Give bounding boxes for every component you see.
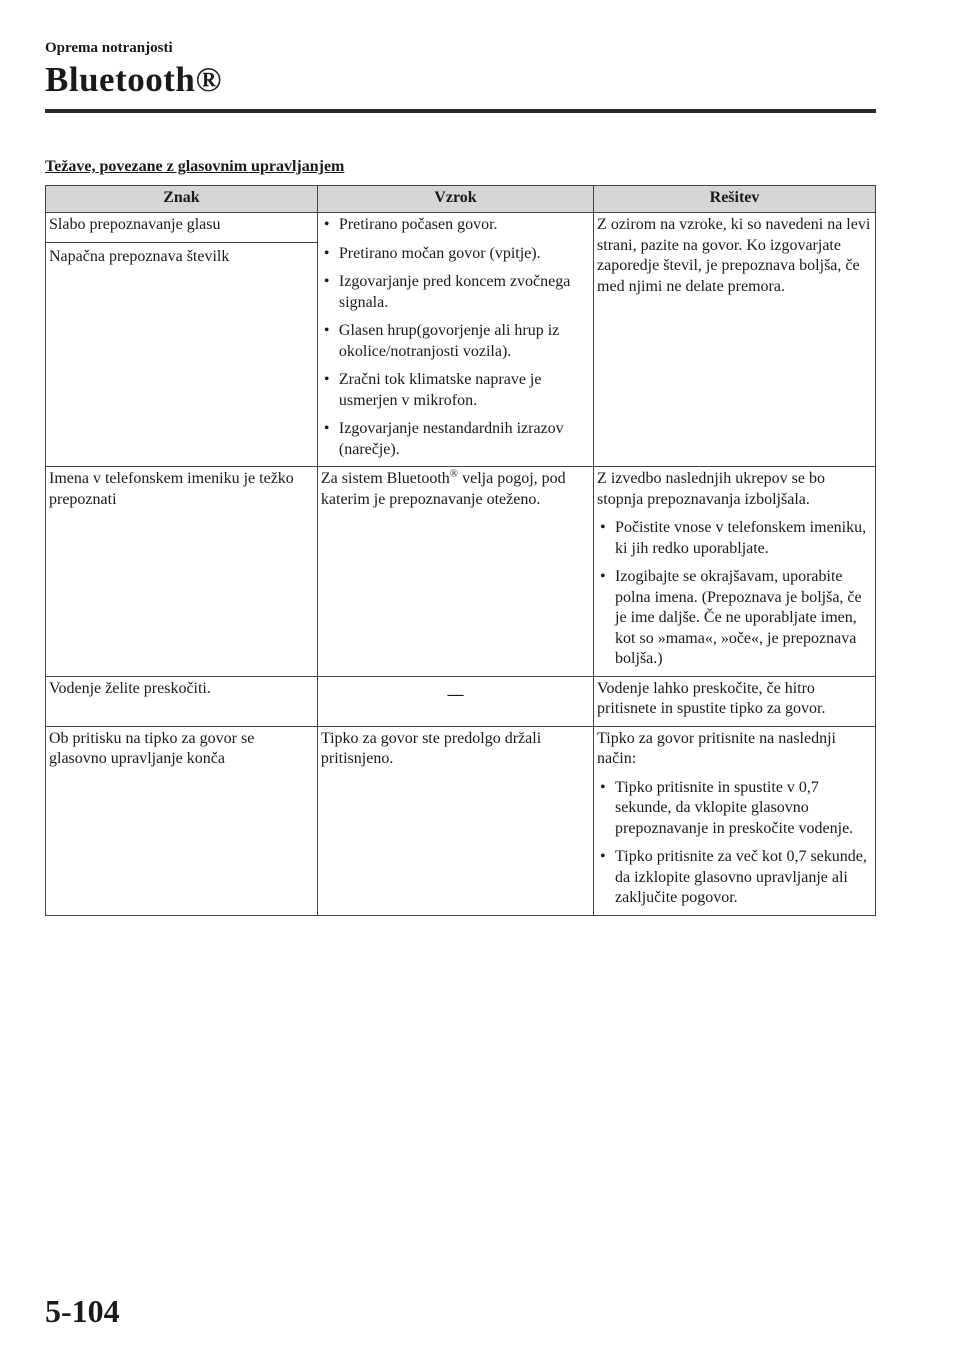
solution-list [597,518,872,670]
list-item: • Izgovarjanje nestandardnih izrazov (narečje). [321,419,590,460]
registered-mark: ® [449,467,459,480]
list-item: • Počistite vnose v telefonskem imeniku, ki jih redko uporabljate. [597,518,872,559]
column-header-cause: Vzrok [317,186,593,213]
list-item: • Glasen hrup(govorjenje ali hrup iz okolice/notranjosti vozila). [321,321,590,362]
page-title: Bluetooth® [45,60,222,99]
table-row [46,726,876,915]
table-row [46,676,876,726]
symptom-text: Napačna prepoznava številk [46,242,317,268]
symptom-cell [46,676,318,726]
list-item: • Izgovarjanje pred koncem zvočnega signala. [321,272,590,313]
cause-dash: — [447,685,464,703]
column-header-solution: Rešitev [594,186,876,213]
solution-cell [594,676,876,726]
symptom-text: Imena v telefonskem imeniku je težko prepoznati [49,470,294,508]
symptom-text: Ob pritisku na tipko za govor se glasovno upravljanje konča [49,729,255,767]
page-number: 5-104 [45,1293,120,1329]
section-label: Oprema notranjosti [45,40,173,56]
cause-text: Tipko za govor ste predolgo držali pritisnjeno. [320,729,542,767]
symptom-text: Slabo prepoznavanje glasu [49,216,221,233]
cause-list [321,215,590,460]
symptom-cell [46,213,318,467]
cause-cell [317,467,593,677]
table-row [46,467,876,677]
table-row [46,213,876,467]
solution-list [597,778,872,909]
cause-cell [317,726,593,915]
symptom-cell [46,726,318,915]
list-item: • Pretirano močan govor (vpitje). [321,244,590,265]
symptom-text: Vodenje želite preskočiti. [49,679,211,697]
solution-text: Z ozirom na vzroke, ki so navedeni na levi strani, pazite na govor. Ko izgovarjate zaporedje števil, je prepoznava boljša, če med njimi ne delate premora. [597,216,871,295]
solution-intro: Z izvedbo naslednjih ukrepov se bo stopnja prepoznavanja izboljšala. [597,470,825,508]
list-item: • Pretirano počasen govor. [321,215,590,236]
column-header-symptom: Znak [46,186,318,213]
cause-cell [317,213,593,467]
solution-text: Vodenje lahko preskočite, če hitro pritisnete in spustite tipko za govor. [597,679,826,717]
cause-text: velja pogoj, pod katerim je prepoznavanje oteženo. [320,470,566,508]
table-title: Težave, povezane z glasovnim upravljanjem [45,158,345,175]
cause-text: Za sistem Bluetooth [320,470,450,487]
cause-cell [317,676,593,726]
list-item: • Tipko pritisnite za več kot 0,7 sekunde, da izklopite glasovno upravljanje ali zaključite pogovor. [597,847,872,909]
troubleshooting-table [45,185,876,916]
list-item: • Zračni tok klimatske naprave je usmerjen v mikrofon. [321,370,590,411]
symptom-cell [46,467,318,677]
solution-cell [594,726,876,915]
table-header-row [46,186,876,213]
title-divider [45,109,876,113]
solution-intro: Tipko za govor pritisnite na naslednji način: [597,729,836,767]
list-item: • Tipko pritisnite in spustite v 0,7 sekunde, da vklopite glasovno prepoznavanje in preskočite vodenje. [597,778,872,840]
solution-cell [594,467,876,677]
solution-cell [594,213,876,467]
list-item: • Izogibajte se okrajšavam, uporabite polna imena. (Prepoznava je boljša, če je ime daljše. Če ne uporabljate imen, kot so »mama«, »oče«, je prepoznava boljša.) [597,567,872,670]
